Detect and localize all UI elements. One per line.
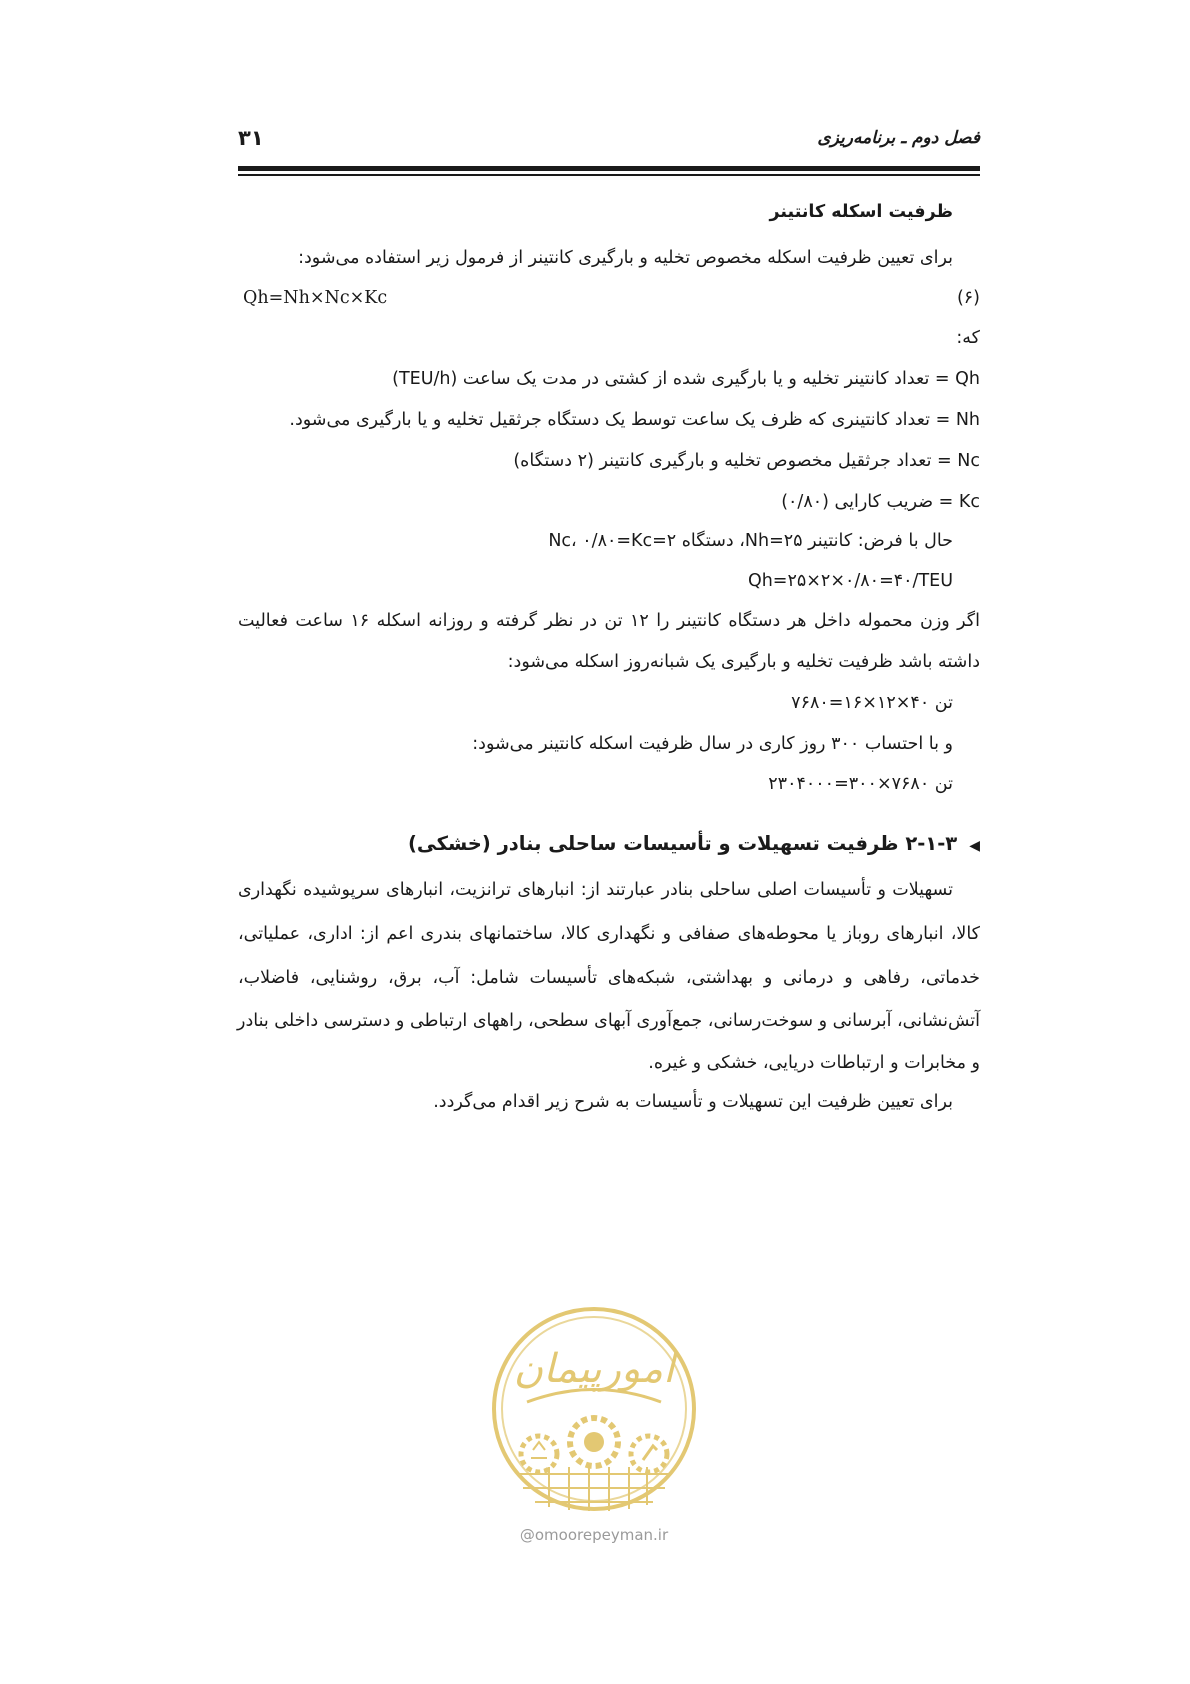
calculation-daily: تن ۴۰×۱۲×۱۶=۷۶۸۰ xyxy=(791,693,953,713)
paragraph-line-3: خدماتی، رفاهی و درمانی و بهداشتی، شبکه‌های تأسیسات شامل: آب، برق، روشنایی، فاضلاب، xyxy=(238,968,980,988)
assumption-line: حال با فرض: کانتینر ۲۵=Nh، دستگاه ۲=Nc، ۰/۸۰=Kc xyxy=(548,531,953,551)
definition-nc: Nc = تعداد جرثقیل مخصوص تخلیه و بارگیری کانتینر (۲ دستگاه) xyxy=(513,451,980,471)
bullet-arrow-icon: ◀ xyxy=(969,838,980,854)
watermark-logo xyxy=(487,1302,701,1516)
weight-paragraph-line-2: داشته باشد ظرفیت تخلیه و بارگیری یک شبانه‌روز اسکله می‌شود: xyxy=(507,652,980,672)
paragraph-line-2: کالا، انبارهای روباز یا محوطه‌های صفافی و نگهداری کالا، ساختمانهای بندری اعم از: اداری، عملیاتی، xyxy=(238,924,980,944)
definition-kc: Kc = ضریب کارایی (۰/۸۰) xyxy=(781,492,980,512)
section-heading-text: ۲-۱-۳ ظرفیت تسهیلات و تأسیسات ساحلی بنادر (خشکی) xyxy=(407,832,958,855)
page-number: ۳۱ xyxy=(238,126,264,150)
annual-text: و با احتساب ۳۰۰ روز کاری در سال ظرفیت اسکله کانتینر می‌شود: xyxy=(472,734,953,754)
closing-text: برای تعیین ظرفیت این تسهیلات و تأسیسات به شرح زیر اقدام می‌گردد. xyxy=(433,1092,953,1112)
watermark-caption: @omoorepeyman.ir xyxy=(519,1526,669,1544)
calculation-annual: تن ۷۶۸۰×۳۰۰=۲۳۰۴۰۰۰ xyxy=(768,774,953,794)
section-title: ظرفیت اسکله کانتینر xyxy=(769,202,953,222)
formula-number: (۶) xyxy=(956,288,980,308)
header-rule-thick xyxy=(238,166,980,171)
paragraph-line-5: و مخابرات و ارتباطات دریایی، خشکی و غیره. xyxy=(648,1053,980,1073)
chapter-title: فصل دوم ـ برنامه‌ریزی xyxy=(817,128,980,148)
weight-paragraph-line-1: اگر وزن محموله داخل هر دستگاه کانتینر را ۱۲ تن در نظر گرفته و روزانه اسکله ۱۶ ساعت فعالیت xyxy=(238,611,980,631)
paragraph-line-4: آتش‌نشانی، آبرسانی و سوخت‌رسانی، جمع‌آوری آبهای سطحی، راههای ارتباطی و دسترسی داخلی بنادر xyxy=(237,1011,980,1031)
section-heading xyxy=(408,832,980,855)
calculation-qh: Qh=۲۵×۲×۰/۸۰=۴۰/TEU xyxy=(747,571,953,591)
watermark-seal-icon xyxy=(487,1302,701,1516)
header-rule-thin xyxy=(238,174,980,176)
page-header xyxy=(238,128,980,154)
logo-lettering: امورپیمان xyxy=(513,1346,675,1392)
definition-qh: Qh = تعداد کانتینر تخلیه و یا بارگیری شده از کشتی در مدت یک ساعت (TEU/h) xyxy=(392,369,980,389)
where-label: که: xyxy=(956,328,980,348)
paragraph-line-1: تسهیلات و تأسیسات اصلی ساحلی بنادر عبارتند از: انبارهای ترانزیت، انبارهای سرپوشیده نگهداری xyxy=(238,880,953,900)
formula: Qh=Nh×Nc×Kc xyxy=(243,288,388,308)
definition-nh: Nh = تعداد کانتینری که ظرف یک ساعت توسط یک دستگاه جرثقیل تخلیه و یا بارگیری می‌شود. xyxy=(289,410,980,430)
intro-text: برای تعیین ظرفیت اسکله مخصوص تخلیه و بارگیری کانتینر از فرمول زیر استفاده می‌شود: xyxy=(298,248,953,268)
